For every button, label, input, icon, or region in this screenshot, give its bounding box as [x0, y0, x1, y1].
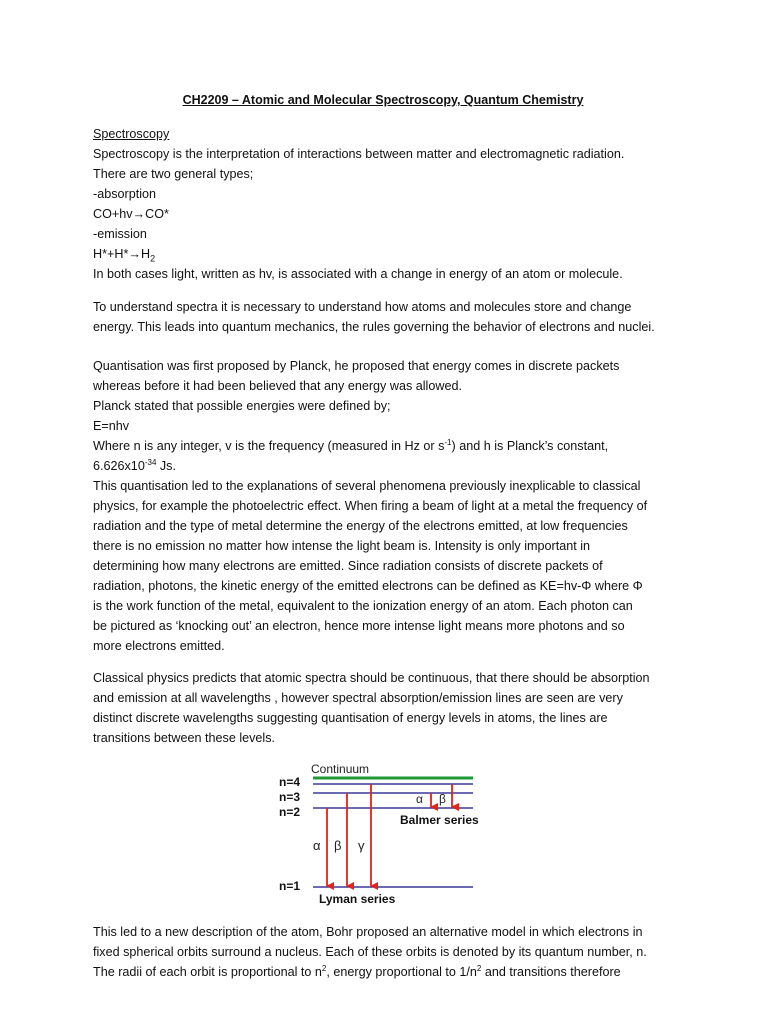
lyman-series-label: Lyman series: [319, 892, 396, 906]
energy-level-diagram: [183, 758, 493, 908]
lyman-gamma-label: γ: [358, 838, 365, 853]
balmer-alpha-label: α: [416, 792, 423, 806]
arrow-icon: →: [132, 207, 146, 221]
text-line: energy. This leads into quantum mechanics, the rules governing the behavior of electrons and nuclei.: [93, 320, 655, 334]
balmer-beta-label: β: [439, 792, 446, 806]
text-line: and emission at all wavelengths , however spectral absorption/emission lines are seen are very: [93, 691, 623, 705]
text-line: is the work function of the metal, equivalent to the ionization energy of an atom. Each photon can: [93, 599, 633, 613]
text-line: -emission: [93, 227, 147, 241]
text-line: radiation and the type of metal determine the energy of the electrons emitted, at low frequencies: [93, 519, 628, 533]
text-line: there is no emission no matter how intense the light beam is. Intensity is only important in: [93, 539, 590, 553]
planck-constant: $6.626x10^{-34}$ Js.: [93, 457, 176, 473]
lyman-alpha-label: α: [313, 838, 321, 853]
document-title: CH2209 – Atomic and Molecular Spectroscopy, Quantum Chemistry: [182, 93, 584, 107]
text-line: In both cases light, written as hv, is associated with a change in energy of an atom or molecule.: [93, 267, 623, 281]
equation-emission: $H*+H*\to H_2$: [93, 247, 156, 264]
text-line: determining how many electrons are emitted. Since radiation consists of discrete packets of: [93, 559, 603, 573]
text-line: The radii of each orbit is proportional to $n^2$, energy proportional to $1/n^2$ and transitions therefore: [93, 963, 621, 979]
text-line: -absorption: [93, 187, 157, 201]
text-line: fixed spherical orbits surround a nucleus. Each of these orbits is denoted by its quantum number, n.: [93, 945, 647, 959]
lyman-beta-label: β: [334, 838, 342, 853]
level-label-n2: n=2: [279, 805, 301, 819]
level-label-n3: n=3: [279, 790, 301, 804]
text-line: There are two general types;: [93, 167, 254, 181]
text-line: distinct discrete wavelengths suggesting quantisation of energy levels in atoms, the lines are: [93, 711, 608, 725]
text-line: physics, for example the photoelectric effect. When firing a beam of light at a metal the frequency of: [93, 499, 648, 513]
text-line: transitions between these levels.: [93, 731, 276, 745]
level-label-n1: n=1: [279, 879, 301, 893]
balmer-series-label: Balmer series: [400, 813, 479, 827]
equation-planck: E=nhv: [93, 419, 130, 433]
text-line: Classical physics predicts that atomic spectra should be continuous, that there should be absorption: [93, 671, 650, 685]
text-line: radiation, photons, the kinetic energy of the emitted electrons can be defined as KE=hv-Φ where Φ: [93, 579, 643, 593]
text-line: To understand spectra it is necessary to understand how atoms and molecules store and change: [93, 300, 632, 314]
text-line: Where n is any integer, v is the frequency (measured in Hz or $s^{-1}$) and h is Planck’s constant,: [93, 437, 609, 453]
continuum-label: Continuum: [311, 762, 370, 776]
text-line: Quantisation was first proposed by Planck, he proposed that energy comes in discrete packets: [93, 359, 620, 373]
section-heading: Spectroscopy: [93, 127, 170, 141]
text-line: more electrons emitted.: [93, 639, 225, 653]
text-line: be pictured as ‘knocking out’ an electron, hence more intense light means more photons and so: [93, 619, 625, 633]
text-line: Spectroscopy is the interpretation of interactions between matter and electromagnetic radiation.: [93, 147, 625, 161]
text-line: whereas before it had been believed that any energy was allowed.: [93, 379, 462, 393]
equation-absorption: CO+hv→CO*: [93, 207, 169, 221]
level-label-n4: n=4: [279, 775, 301, 789]
text-line: Planck stated that possible energies were defined by;: [93, 399, 391, 413]
text-line: This led to a new description of the atom, Bohr proposed an alternative model in which electrons in: [93, 925, 643, 939]
text-line: This quantisation led to the explanations of several phenomena previously inexplicable to classical: [93, 479, 641, 493]
arrow-icon: →: [128, 247, 141, 261]
